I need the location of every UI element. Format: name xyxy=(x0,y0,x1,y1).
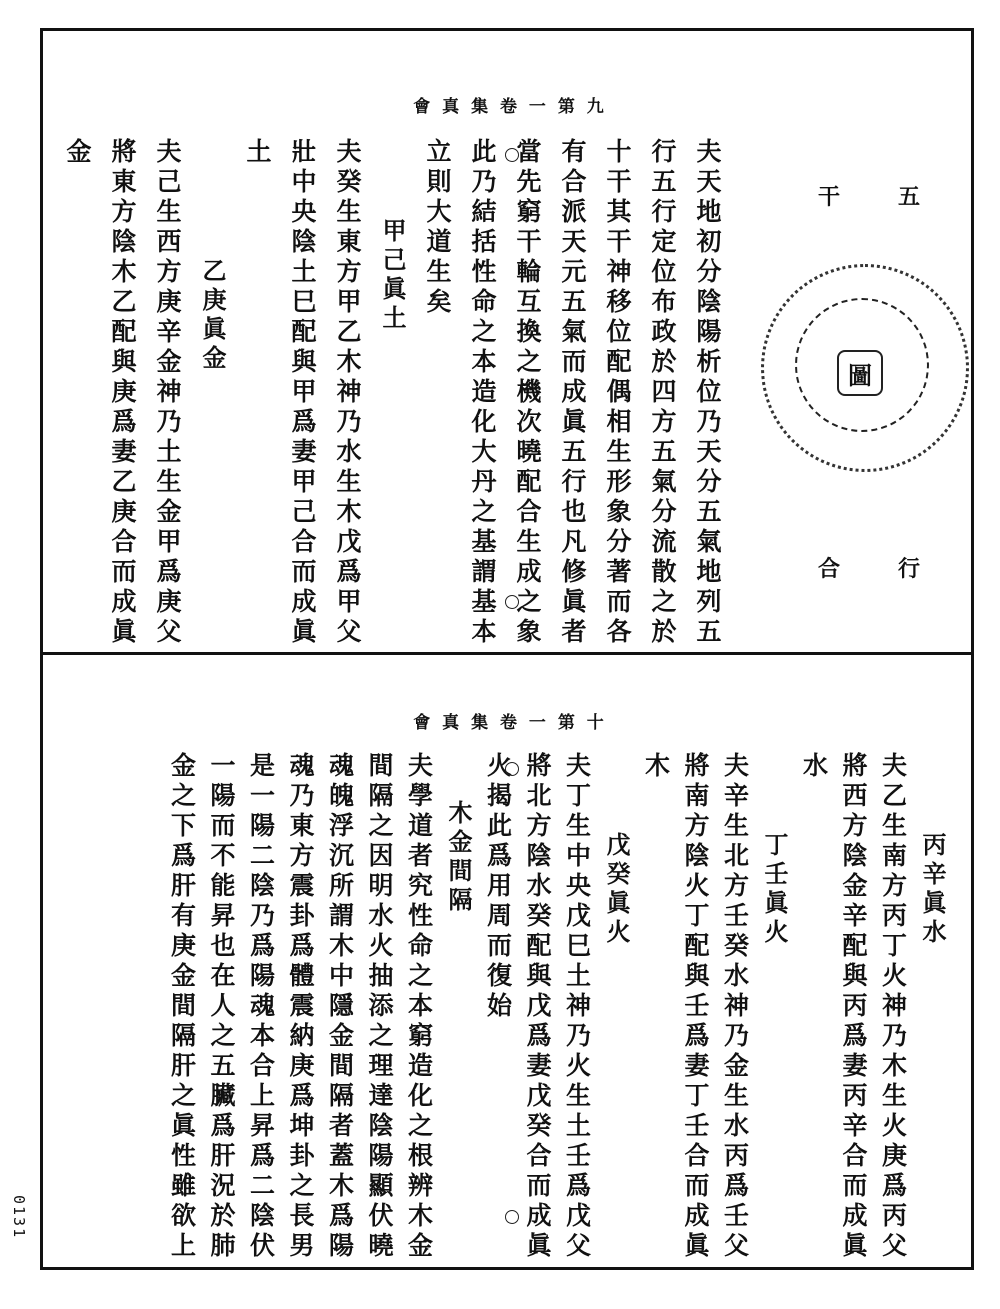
page-divider xyxy=(40,652,974,655)
circle-mark xyxy=(505,1210,519,1224)
text-column: 立則大道生矣 xyxy=(423,138,452,318)
text-column: 丁壬眞火 xyxy=(760,832,789,948)
text-column: 戊癸眞火 xyxy=(602,832,631,948)
diagram-left-label: 干 xyxy=(818,184,841,210)
text-column: 魂魄浮沉所謂木中隱金間隔者蓋木爲陽 xyxy=(325,752,355,1262)
text-column: 木金間隔 xyxy=(444,800,473,916)
text-column: 夫乙生南方丙丁火神乃木生火庚爲丙父 xyxy=(878,752,908,1262)
diagram-center-glyph: 圖 xyxy=(837,350,883,396)
text-column: 夫辛生北方壬癸水神乃金生水丙爲壬父 xyxy=(720,752,750,1262)
circle-mark xyxy=(505,595,519,609)
text-column: 行五行定位布政於四方五氣分流散之於 xyxy=(648,138,677,648)
text-column: 將南方陰火丁配與壬爲妻丁壬合而成眞 xyxy=(681,752,710,1262)
text-column: 此乃結括性命之本造化大丹之基謂基本 xyxy=(468,138,497,648)
text-column: 有合派天元五氣而成眞五行也凡修眞者 xyxy=(558,138,587,648)
text-column: 金 xyxy=(63,138,92,168)
text-column: 夫天地初分陰陽析位乃天分五氣地列五 xyxy=(693,138,722,648)
text-column: 乙庚眞金 xyxy=(198,258,227,374)
text-column: 火揭此爲用周而復始 xyxy=(483,752,513,1022)
text-column: 夫己生西方庚辛金神乃土生金甲爲庚父 xyxy=(153,138,182,648)
text-column: 十干其干神移位配偶相生形象分著而各 xyxy=(603,138,632,648)
diagram-bottom-right-label: 行 xyxy=(898,556,921,582)
text-column: 甲己眞土 xyxy=(378,218,407,334)
text-column: 夫學道者究性命之本窮造化之根辨木金 xyxy=(404,752,434,1262)
top-page-header: 會 真 集 卷 一 第 九 xyxy=(413,97,607,117)
diagram-right-label: 五 xyxy=(898,184,921,210)
five-phase-circle-diagram xyxy=(755,258,975,478)
text-column: 將東方陰木乙配與庚爲妻乙庚合而成眞 xyxy=(108,138,137,648)
text-column: 當先窮干輪互換之機次曉配合生成之象 xyxy=(513,138,542,648)
text-column: 夫丁生中央戊巳土神乃火生土壬爲戊父 xyxy=(562,752,592,1262)
text-column: 丙辛眞水 xyxy=(918,832,947,948)
text-column: 魂乃東方震卦爲體震納庚爲坤卦之長男 xyxy=(286,752,315,1262)
text-column: 是一陽二陰乃爲陽魂本合上昇爲二陰伏 xyxy=(246,752,276,1262)
text-column: 將西方陰金辛配與丙爲妻丙辛合而成眞 xyxy=(839,752,868,1262)
text-column: 夫癸生東方甲乙木神乃水生木戊爲甲父 xyxy=(333,138,362,648)
text-column: 金之下爲肝有庚金間隔肝之眞性雖欲上 xyxy=(167,752,197,1262)
text-column: 將北方陰水癸配與戊爲妻戊癸合而成眞 xyxy=(523,752,552,1262)
text-column: 木 xyxy=(641,752,671,782)
text-column: 水 xyxy=(799,752,829,782)
text-column: 一陽而不能昇也在人之五臟爲肝況於肺 xyxy=(207,752,236,1262)
circle-mark xyxy=(505,762,519,776)
page-number: 0131 xyxy=(10,1195,28,1240)
circle-mark xyxy=(505,148,519,162)
text-column: 土 xyxy=(243,138,272,168)
bottom-page-header: 會 真 集 卷 一 第 十 xyxy=(413,713,607,733)
text-column: 間隔之因明水火抽添之理達陰陽顯伏曉 xyxy=(365,752,394,1262)
text-column: 壯中央陰土巳配與甲爲妻甲己合而成眞 xyxy=(288,138,317,648)
diagram-bottom-left-label: 合 xyxy=(818,556,841,582)
